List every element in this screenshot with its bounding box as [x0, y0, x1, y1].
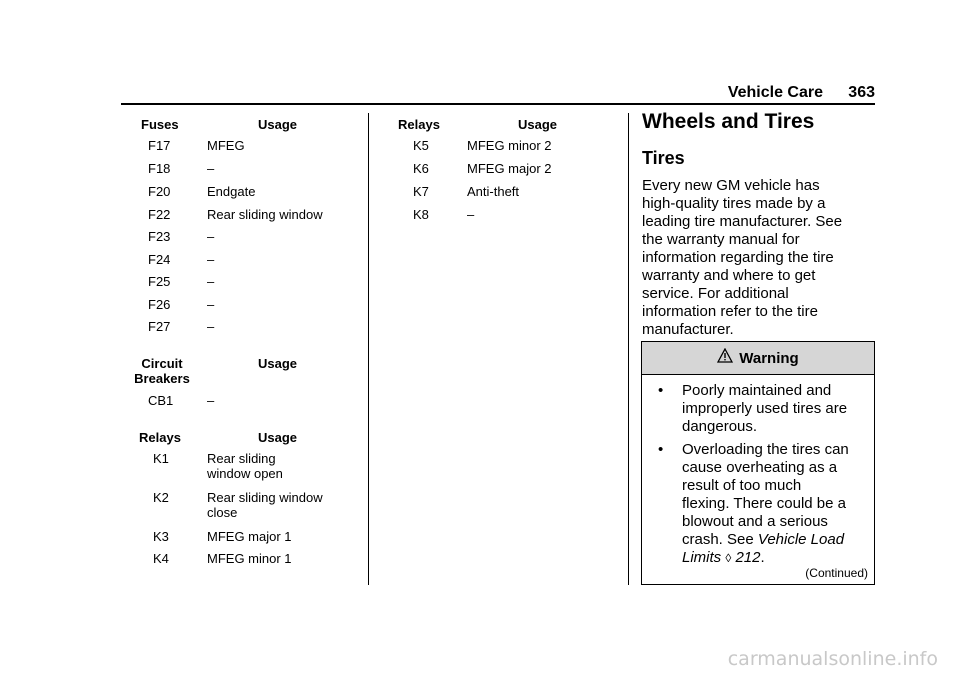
- relay-usage: [207, 451, 283, 481]
- warning-header: [642, 342, 874, 375]
- relay-usage-line: window open: [207, 466, 283, 481]
- warning-title: Warning: [739, 349, 799, 367]
- paragraph-line: high-quality tires made by a: [642, 195, 826, 212]
- relay-usage: –: [467, 207, 475, 222]
- fuse-usage: –: [207, 161, 215, 176]
- fuse-usage: –: [207, 297, 215, 312]
- fuse-id: F17: [148, 138, 171, 153]
- relay-id: K5: [413, 138, 429, 153]
- fuse-id: F23: [148, 229, 171, 244]
- breakers-col-header: [125, 356, 199, 386]
- bullet-line: Poorly maintained and: [682, 382, 832, 399]
- breakers-header-line-2: Breakers: [134, 371, 190, 386]
- page-ref-number[interactable]: 212: [735, 549, 761, 566]
- relays-usage-header: Usage: [258, 430, 298, 445]
- paragraph-line: leading tire manufacturer. See: [642, 213, 843, 230]
- relay-id: K1: [153, 451, 169, 466]
- relay-id: K7: [413, 184, 429, 199]
- watermark: carmanualsonline.info: [727, 648, 938, 670]
- breaker-usage: –: [207, 393, 215, 408]
- paragraph-line: warranty and where to get: [642, 267, 816, 284]
- continued-note: (Continued): [805, 566, 868, 580]
- column-divider-1: [368, 113, 369, 585]
- bullet-marker: •: [658, 441, 664, 458]
- breaker-id: CB1: [148, 393, 174, 408]
- bullet-line: [682, 531, 871, 549]
- breakers-header-line-1: Circuit: [141, 356, 183, 371]
- fuses-usage-header: Usage: [258, 117, 298, 132]
- relay-usage-line: close: [207, 505, 238, 520]
- bullet-text: crash. See: [682, 531, 758, 548]
- paragraph-line: manufacturer.: [642, 321, 734, 338]
- warning-bullet-1: [656, 382, 871, 436]
- relay-usage: MFEG minor 2: [467, 138, 552, 153]
- fuse-id: F22: [148, 207, 171, 222]
- fuse-usage: –: [207, 319, 215, 334]
- cross-reference-link[interactable]: Limits: [682, 549, 722, 566]
- relay-id: K4: [153, 551, 169, 566]
- warning-bullet-2: [656, 441, 871, 567]
- fuse-usage: Rear sliding window: [207, 207, 323, 222]
- fuse-usage: –: [207, 252, 215, 267]
- fuse-id: F25: [148, 274, 171, 289]
- paragraph-line: Every new GM vehicle has: [642, 177, 820, 194]
- relay-id: K6: [413, 161, 429, 176]
- relay-usage: MFEG major 1: [207, 529, 292, 544]
- fuse-id: F24: [148, 252, 171, 267]
- paragraph-line: the warranty manual for: [642, 231, 800, 248]
- relay-usage: MFEG major 2: [467, 161, 552, 176]
- paragraph-line: information refer to the tire: [642, 303, 818, 320]
- relay-id: K3: [153, 529, 169, 544]
- relay-usage: [207, 490, 323, 520]
- bullet-line: dangerous.: [682, 418, 758, 435]
- fuse-id: F20: [148, 184, 171, 199]
- fuse-usage: Endgate: [207, 184, 256, 199]
- section-title: Wheels and Tires: [642, 110, 815, 133]
- bullet-line: flexing. There could be a: [682, 495, 846, 512]
- fuse-id: F27: [148, 319, 171, 334]
- fuse-usage: MFEG: [207, 138, 245, 153]
- fuse-id: F18: [148, 161, 171, 176]
- relay-usage: MFEG minor 1: [207, 551, 292, 566]
- relays-col-header: Relays: [139, 430, 181, 445]
- bullet-line: blowout and a serious: [682, 513, 828, 530]
- fuse-usage: –: [207, 274, 215, 289]
- header-rule: [121, 103, 875, 105]
- column-divider-2: [628, 113, 629, 585]
- relays-col-header: Relays: [398, 117, 440, 132]
- bullet-line: Overloading the tires can: [682, 441, 849, 458]
- bullet-line: cause overheating as a: [682, 459, 838, 476]
- bullet-marker: •: [658, 382, 664, 399]
- bullet-text-end: .: [760, 549, 765, 566]
- paragraph-line: service. For additional: [642, 285, 789, 302]
- section-paragraph: [642, 177, 874, 339]
- cross-reference-link[interactable]: Vehicle Load: [757, 531, 845, 548]
- fuses-col-header: Fuses: [141, 117, 179, 132]
- running-header-section: Vehicle Care: [727, 84, 823, 101]
- warning-box: [641, 341, 875, 585]
- section-subtitle: Tires: [642, 148, 685, 168]
- relay-usage: Anti-theft: [467, 184, 520, 199]
- bullet-line: improperly used tires are: [682, 400, 848, 417]
- relay-usage-line: Rear sliding window: [207, 490, 323, 505]
- relay-id: K2: [153, 490, 169, 505]
- paragraph-line: information regarding the tire: [642, 249, 834, 266]
- breakers-usage-header: Usage: [258, 356, 298, 371]
- relays-usage-header: Usage: [518, 117, 558, 132]
- bullet-line: [682, 549, 871, 567]
- relay-usage-line: Rear sliding: [207, 451, 276, 466]
- bullet-line: result of too much: [682, 477, 802, 494]
- page-number: 363: [848, 84, 875, 101]
- fuse-usage: –: [207, 229, 215, 244]
- warning-triangle-icon: [717, 348, 733, 368]
- fuse-id: F26: [148, 297, 171, 312]
- relay-id: K8: [413, 207, 429, 222]
- page-ref-icon: ◊: [725, 551, 732, 565]
